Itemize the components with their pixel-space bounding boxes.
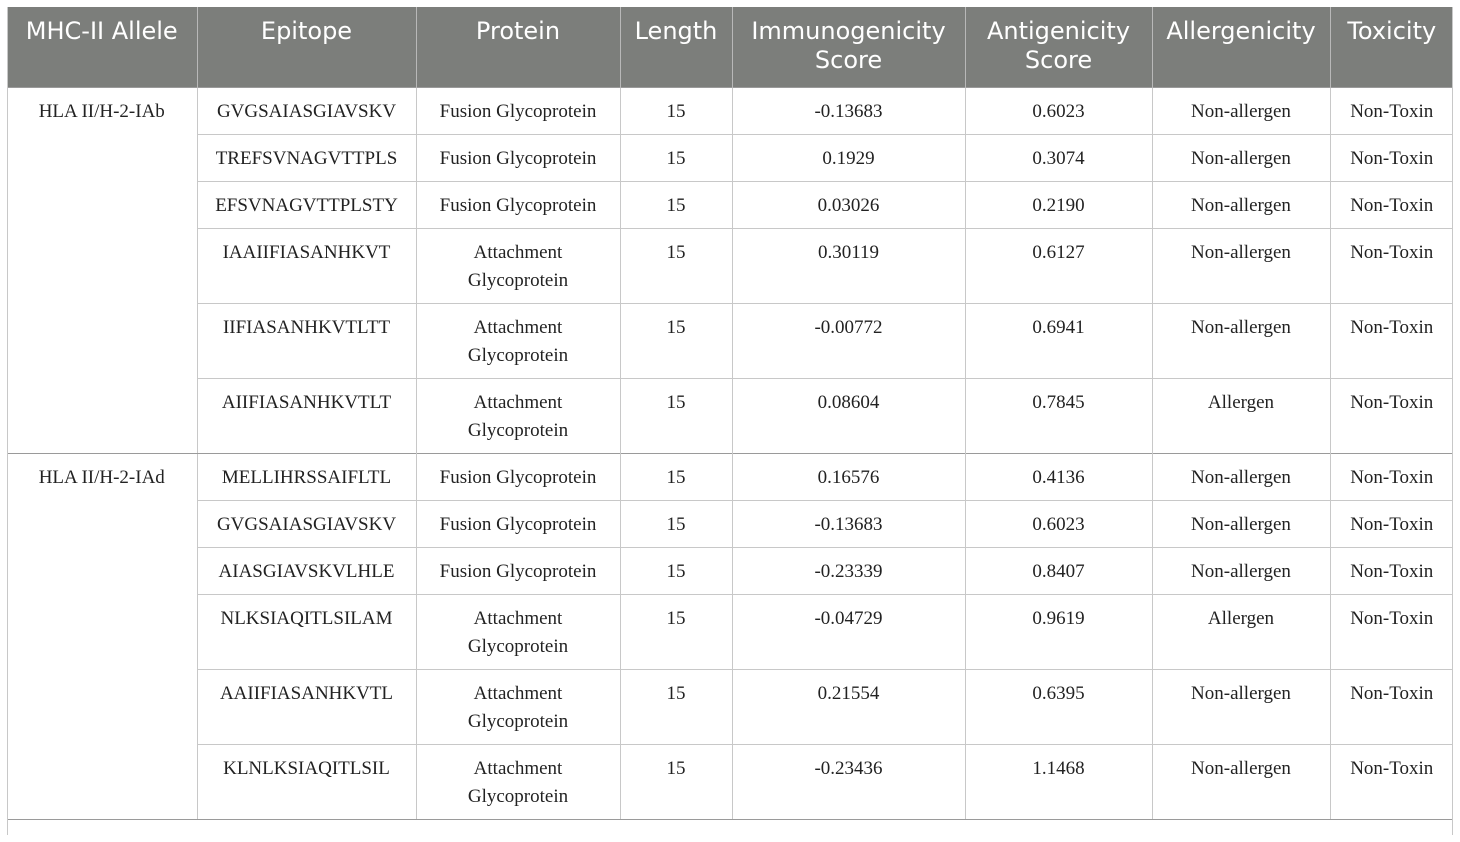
table-row — [7, 454, 1453, 501]
cell-epitope: AIASGIAVSKVLHLE — [197, 548, 416, 595]
cell-toxicity: Non-Toxin — [1330, 304, 1453, 379]
cell-protein: Fusion Glycoprotein — [416, 135, 620, 182]
cell-protein: Fusion Glycoprotein — [416, 548, 620, 595]
cell-length: 15 — [620, 379, 732, 454]
cell-antigenicity: 0.6395 — [965, 670, 1152, 745]
cell-immunogenicity: 0.03026 — [732, 182, 965, 229]
cell-allergenicity: Allergen — [1152, 379, 1330, 454]
cell-toxicity: Non-Toxin — [1330, 548, 1453, 595]
cell-protein: Attachment Glycoprotein — [416, 304, 620, 379]
cell-allergenicity: Non-allergen — [1152, 88, 1330, 135]
table-row — [7, 501, 1453, 548]
cell-antigenicity: 0.9619 — [965, 595, 1152, 670]
cell-allergenicity: Non-allergen — [1152, 135, 1330, 182]
cell-allergenicity: Non-allergen — [1152, 182, 1330, 229]
cell-allergenicity: Non-allergen — [1152, 229, 1330, 304]
cell-length: 15 — [620, 304, 732, 379]
cell-epitope: GVGSAIASGIAVSKV — [197, 88, 416, 135]
cell-length: 15 — [620, 454, 732, 501]
table-row — [7, 595, 1453, 670]
table-row — [7, 670, 1453, 745]
cell-epitope: TREFSVNAGVTTPLS — [197, 135, 416, 182]
cell-immunogenicity: 0.1929 — [732, 135, 965, 182]
cell-antigenicity: 0.4136 — [965, 454, 1152, 501]
cell-toxicity: Non-Toxin — [1330, 379, 1453, 454]
cell-antigenicity: 0.6127 — [965, 229, 1152, 304]
cell-antigenicity: 0.6023 — [965, 88, 1152, 135]
table-row — [7, 745, 1453, 820]
cell-toxicity: Non-Toxin — [1330, 88, 1453, 135]
cell-allergenicity: Non-allergen — [1152, 745, 1330, 820]
cell-protein: Fusion Glycoprotein — [416, 501, 620, 548]
cell-toxicity: Non-Toxin — [1330, 501, 1453, 548]
cell-epitope: EFSVNAGVTTPLSTY — [197, 182, 416, 229]
cell-protein: Fusion Glycoprotein — [416, 454, 620, 501]
cell-protein: Attachment Glycoprotein — [416, 745, 620, 820]
cell-mhc-allele: HLA II/H-2-IAd — [7, 454, 197, 820]
cell-epitope: IAAIIFIASANHKVT — [197, 229, 416, 304]
cell-toxicity: Non-Toxin — [1330, 229, 1453, 304]
header-length: Length — [620, 7, 732, 88]
header-toxicity: Toxicity — [1330, 7, 1453, 88]
cell-immunogenicity: 0.30119 — [732, 229, 965, 304]
cell-antigenicity: 0.3074 — [965, 135, 1152, 182]
cell-length: 15 — [620, 548, 732, 595]
table-body — [7, 88, 1453, 820]
cell-immunogenicity: -0.23339 — [732, 548, 965, 595]
cell-immunogenicity: -0.00772 — [732, 304, 965, 379]
header-antigenicity-score: Antigenicity Score — [965, 7, 1152, 88]
table-row — [7, 548, 1453, 595]
cell-length: 15 — [620, 745, 732, 820]
cell-allergenicity: Non-allergen — [1152, 501, 1330, 548]
table-row — [7, 135, 1453, 182]
cell-epitope: GVGSAIASGIAVSKV — [197, 501, 416, 548]
cell-epitope: IIFIASANHKVTLTT — [197, 304, 416, 379]
cell-epitope: NLKSIAQITLSILAM — [197, 595, 416, 670]
cell-length: 15 — [620, 135, 732, 182]
cell-antigenicity: 1.1468 — [965, 745, 1152, 820]
cell-mhc-allele: HLA II/H-2-IAb — [7, 88, 197, 454]
epitope-table — [7, 7, 1453, 820]
table-row — [7, 304, 1453, 379]
cell-length: 15 — [620, 229, 732, 304]
cell-antigenicity: 0.8407 — [965, 548, 1152, 595]
cell-epitope: AIIFIASANHKVTLT — [197, 379, 416, 454]
cell-antigenicity: 0.2190 — [965, 182, 1152, 229]
cell-toxicity: Non-Toxin — [1330, 454, 1453, 501]
cell-immunogenicity: -0.04729 — [732, 595, 965, 670]
table-row — [7, 182, 1453, 229]
cell-allergenicity: Non-allergen — [1152, 548, 1330, 595]
table-row — [7, 379, 1453, 454]
cell-epitope: MELLIHRSSAIFLTL — [197, 454, 416, 501]
cell-protein: Attachment Glycoprotein — [416, 229, 620, 304]
cell-antigenicity: 0.7845 — [965, 379, 1152, 454]
header-epitope: Epitope — [197, 7, 416, 88]
cell-allergenicity: Non-allergen — [1152, 670, 1330, 745]
cell-length: 15 — [620, 182, 732, 229]
cell-epitope: AAIIFIASANHKVTL — [197, 670, 416, 745]
cell-toxicity: Non-Toxin — [1330, 182, 1453, 229]
cell-epitope: KLNLKSIAQITLSIL — [197, 745, 416, 820]
cell-immunogenicity: -0.13683 — [732, 501, 965, 548]
header-allergenicity: Allergenicity — [1152, 7, 1330, 88]
cell-protein: Fusion Glycoprotein — [416, 182, 620, 229]
table-row — [7, 229, 1453, 304]
table-row — [7, 88, 1453, 135]
cell-length: 15 — [620, 501, 732, 548]
cell-protein: Attachment Glycoprotein — [416, 595, 620, 670]
cell-allergenicity: Allergen — [1152, 595, 1330, 670]
cell-allergenicity: Non-allergen — [1152, 304, 1330, 379]
cell-toxicity: Non-Toxin — [1330, 670, 1453, 745]
cell-protein: Fusion Glycoprotein — [416, 88, 620, 135]
cell-toxicity: Non-Toxin — [1330, 595, 1453, 670]
cell-toxicity: Non-Toxin — [1330, 745, 1453, 820]
header-mhc-allele: MHC-II Allele — [7, 7, 197, 88]
cell-immunogenicity: 0.21554 — [732, 670, 965, 745]
cell-toxicity: Non-Toxin — [1330, 135, 1453, 182]
header-row — [7, 7, 1453, 88]
cell-antigenicity: 0.6941 — [965, 304, 1152, 379]
cell-length: 15 — [620, 88, 732, 135]
cell-antigenicity: 0.6023 — [965, 501, 1152, 548]
cell-immunogenicity: 0.16576 — [732, 454, 965, 501]
header-protein: Protein — [416, 7, 620, 88]
cell-immunogenicity: 0.08604 — [732, 379, 965, 454]
cell-length: 15 — [620, 670, 732, 745]
cell-protein: Attachment Glycoprotein — [416, 379, 620, 454]
cell-length: 15 — [620, 595, 732, 670]
cell-allergenicity: Non-allergen — [1152, 454, 1330, 501]
cell-immunogenicity: -0.23436 — [732, 745, 965, 820]
header-immunogenicity-score: Immunogenicity Score — [732, 7, 965, 88]
cell-protein: Attachment Glycoprotein — [416, 670, 620, 745]
cell-immunogenicity: -0.13683 — [732, 88, 965, 135]
